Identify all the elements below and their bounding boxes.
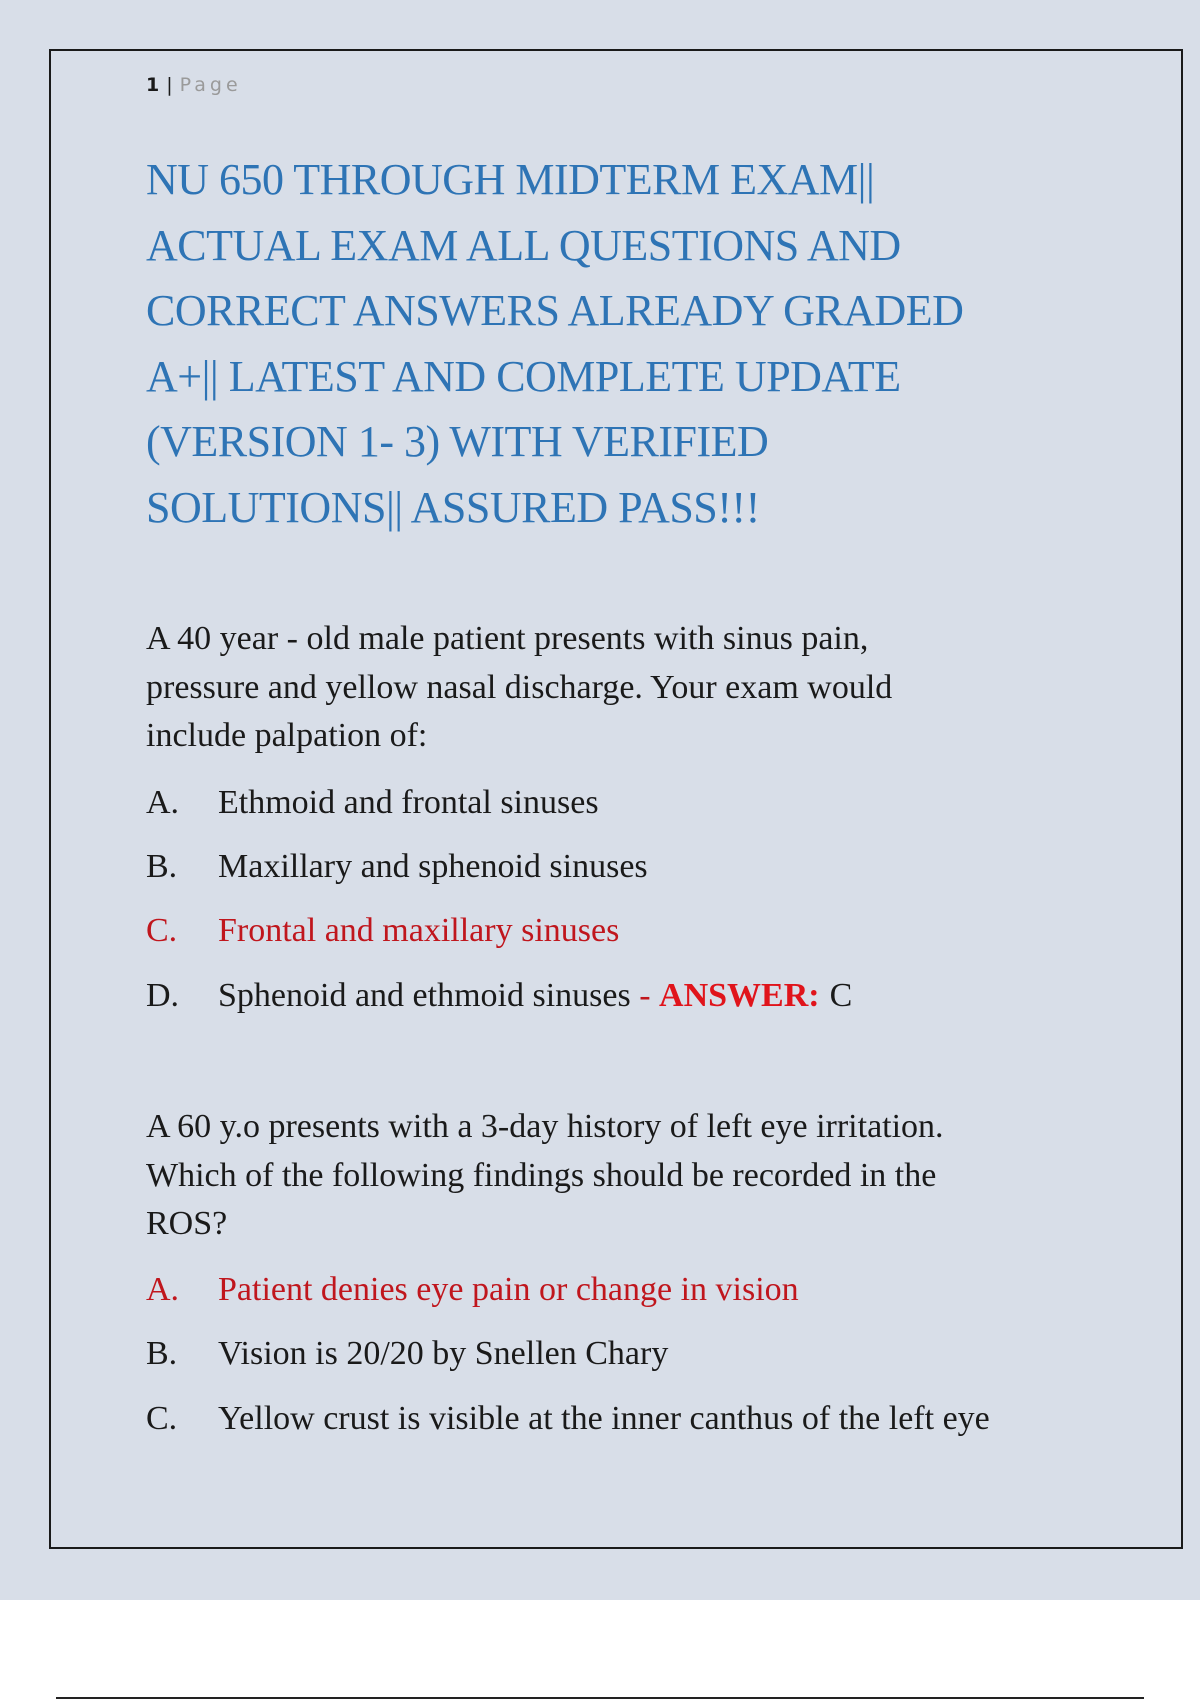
option-text: Ethmoid and frontal sinuses bbox=[218, 783, 599, 821]
option-text: Sphenoid and ethmoid sinuses bbox=[218, 976, 631, 1014]
answer-label: ANSWER: bbox=[659, 976, 820, 1014]
option-letter: A. bbox=[146, 1270, 180, 1308]
question-text-line: include palpation of: bbox=[146, 717, 428, 754]
question-text-line: ROS? bbox=[146, 1205, 228, 1242]
page-number-separator: | bbox=[166, 74, 174, 96]
option-text-with-answer bbox=[218, 974, 852, 1018]
option-text: Patient denies eye pain or change in vision bbox=[218, 1270, 799, 1308]
option-a-correct bbox=[146, 1268, 1106, 1312]
option-text: Maxillary and sphenoid sinuses bbox=[218, 847, 648, 885]
question-text-line: A 40 year - old male patient presents with sinus pain, bbox=[146, 620, 869, 657]
option-d bbox=[146, 974, 1106, 1018]
option-letter: B. bbox=[146, 1334, 178, 1372]
title-line: CORRECT ANSWERS ALREADY GRADED bbox=[146, 286, 964, 335]
option-letter: C. bbox=[146, 911, 178, 949]
option-letter: D. bbox=[146, 976, 180, 1014]
question-text-line: Which of the following findings should be recorded in the bbox=[146, 1156, 937, 1194]
option-c-correct bbox=[146, 909, 1106, 953]
option-letter: C. bbox=[146, 1399, 178, 1437]
page-label: Page bbox=[179, 74, 242, 96]
question-1-text bbox=[146, 615, 1106, 761]
document-title bbox=[146, 147, 1106, 540]
option-b bbox=[146, 845, 1106, 889]
option-c bbox=[146, 1397, 1106, 1441]
title-line: NU 650 THROUGH MIDTERM EXAM|| bbox=[146, 155, 875, 204]
question-1 bbox=[146, 615, 1106, 1018]
footer-rule bbox=[56, 1697, 1144, 1699]
question-2-text bbox=[146, 1103, 1106, 1249]
option-text: Vision is 20/20 by Snellen Chary bbox=[218, 1334, 669, 1372]
page-number-header bbox=[146, 74, 242, 96]
title-line: (VERSION 1- 3) WITH VERIFIED bbox=[146, 417, 769, 466]
title-line: A+|| LATEST AND COMPLETE UPDATE bbox=[146, 351, 901, 401]
title-line: ACTUAL EXAM ALL QUESTIONS AND bbox=[146, 220, 901, 270]
answer-value: C bbox=[829, 976, 853, 1014]
question-text-line: pressure and yellow nasal discharge. Your exam would bbox=[146, 668, 893, 706]
question-2 bbox=[146, 1103, 1106, 1441]
option-text: Frontal and maxillary sinuses bbox=[218, 911, 620, 949]
question-text-line: A 60 y.o presents with a 3-day history of left eye irritation. bbox=[146, 1108, 944, 1145]
answer-dash: - bbox=[639, 976, 660, 1014]
title-line: SOLUTIONS|| ASSURED PASS!!! bbox=[146, 482, 760, 532]
option-a bbox=[146, 781, 1106, 825]
question-1-options bbox=[146, 781, 1106, 1018]
page-number: 1 bbox=[146, 74, 161, 96]
option-text: Yellow crust is visible at the inner canthus of the left eye bbox=[218, 1399, 990, 1437]
option-letter: A. bbox=[146, 783, 180, 821]
option-b bbox=[146, 1332, 1106, 1376]
question-2-options bbox=[146, 1268, 1106, 1441]
option-letter: B. bbox=[146, 847, 178, 885]
